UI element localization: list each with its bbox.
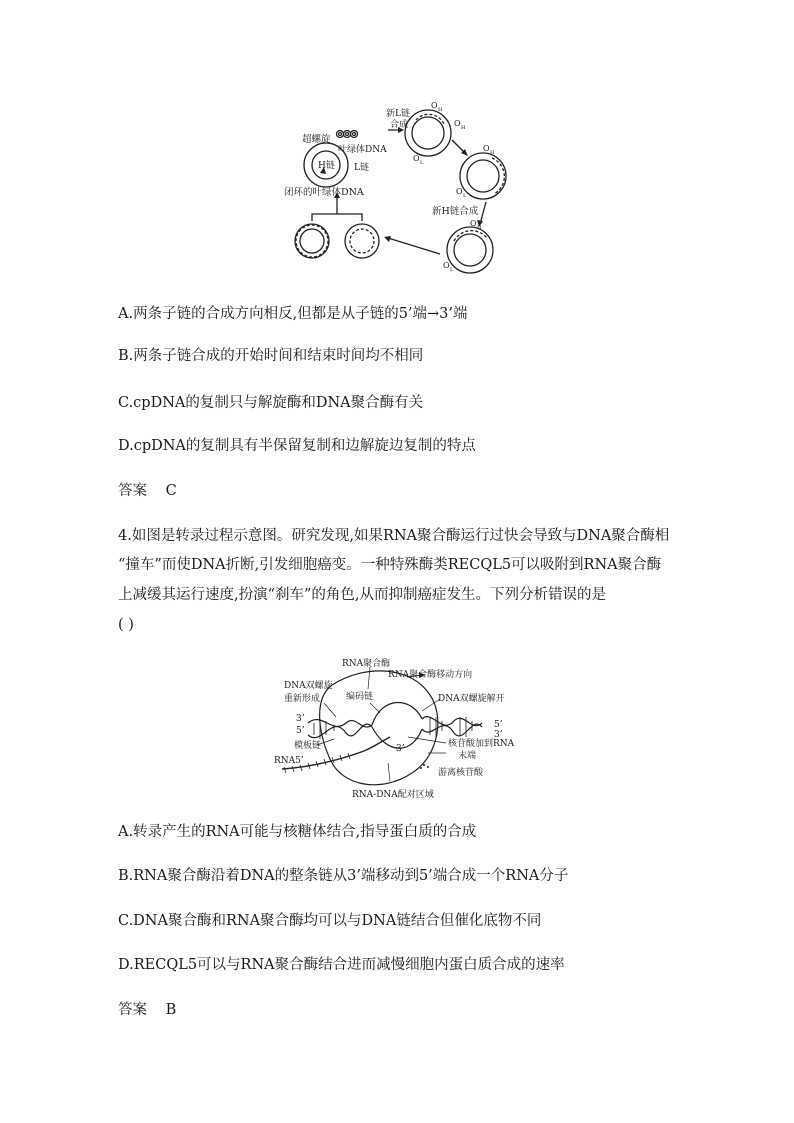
label-rna5: RNA5’	[274, 756, 304, 766]
label-ol-2-sub: L	[463, 193, 467, 199]
q4-option-c: C.DNA聚合酶和RNA聚合酶均可以与DNA链结合但催化底物不同	[118, 913, 542, 929]
label-closed-ring: 闭环的叶绿体DNA	[284, 187, 364, 198]
q3-option-a: A.两条子链的合成方向相反,但都是从子链的5’端→3’端	[118, 306, 468, 322]
label-dna-reform-1: DNA双螺旋	[284, 681, 333, 691]
answer-label: 答案	[118, 483, 147, 499]
q3-option-d: D.cpDNA的复制具有半保留复制和边解旋边复制的特点	[118, 438, 476, 454]
q4-option-b: B.RNA聚合酶沿着DNA的整条链从3’端移动到5’端合成一个RNA分子	[118, 868, 569, 884]
label-five-prime-right: 5’	[494, 720, 503, 730]
q3-option-b: B.两条子链合成的开始时间和结束时间均不相同	[118, 348, 424, 364]
label-move-direction: RNA聚合酶移动方向	[388, 670, 473, 680]
label-ol-3-sub: L	[450, 267, 454, 273]
label-oh-4: O	[470, 219, 477, 228]
label-oh-3: O	[483, 144, 490, 153]
label-h-chain: H链	[318, 161, 335, 171]
label-oh-2-sub: H	[461, 125, 466, 131]
label-three-prime-mid: 3’	[396, 744, 405, 754]
q3-option-c: C.cpDNA的复制只与解旋酶和DNA聚合酶有关	[118, 395, 424, 411]
label-oh-1-sub: H	[438, 107, 443, 113]
q4-option-d: D.RECQL5可以与RNA聚合酶结合进而减慢细胞内蛋白质合成的速率	[118, 957, 565, 973]
label-new-l-chain-2: 合成	[390, 120, 409, 130]
label-ol-1: O	[413, 154, 420, 163]
label-coding-strand: 编码链	[346, 692, 374, 702]
label-five-prime-left: 5’	[296, 726, 305, 736]
q4-stem-line-1: 4.如图是转录过程示意图。研究发现,如果RNA聚合酶运行过快会导致与DNA聚合酶相	[118, 528, 670, 544]
answer-value: C	[165, 483, 177, 499]
label-dna-reform-2: 重新形成	[284, 694, 321, 704]
q4-stem-line-4: ( )	[118, 617, 134, 633]
label-new-h-chain: 新H链合成	[432, 206, 479, 217]
q4-answer	[118, 1000, 176, 1020]
label-chloroplast-dna: 叶绿体DNA	[338, 145, 387, 155]
q4-stem-line-3: 上减缓其运行速度,扮演“刹车”的角色,从而抑制癌症发生。下列分析错误的是	[118, 587, 607, 603]
answer-value: B	[165, 1002, 177, 1018]
label-dna-unwind: DNA双螺旋解开	[438, 694, 505, 704]
label-supercoil: 超螺旋	[302, 134, 331, 145]
transcription-figure	[272, 655, 526, 803]
label-ol-1-sub: L	[420, 160, 424, 166]
label-rna-polymerase: RNA聚合酶	[342, 659, 391, 669]
label-ol-3: O	[443, 261, 450, 270]
label-pairing-region: RNA-DNA配对区域	[352, 790, 434, 800]
label-oh-2: O	[454, 119, 461, 128]
label-template-strand: 模板链	[294, 741, 322, 751]
q3-answer	[118, 481, 177, 501]
answer-label: 答案	[118, 1002, 147, 1018]
label-end: 末端	[458, 751, 477, 761]
label-new-l-chain-1: 新L链	[386, 109, 410, 119]
label-three-prime-left: 3’	[296, 714, 305, 724]
label-oh-3-sub: H	[490, 150, 495, 156]
label-ol-2: O	[456, 187, 463, 196]
q4-stem-line-2: “撞车”而使DNA折断,引发细胞癌变。一种特殊酶类RECQL5可以吸附到RNA聚合酶	[118, 557, 662, 573]
label-nucleotide-added: 核苷酸加到RNA	[448, 739, 515, 749]
cpdna-replication-figure	[280, 96, 530, 278]
label-oh-4-sub: H	[477, 225, 482, 231]
label-l-chain: L链	[354, 163, 369, 173]
q4-option-a: A.转录产生的RNA可能与核糖体结合,指导蛋白质的合成	[118, 824, 477, 840]
label-oh-1: O	[431, 101, 438, 110]
label-three-prime-right: 3’	[494, 730, 503, 740]
label-free-nucleotides: 游离核苷酸	[438, 768, 484, 778]
